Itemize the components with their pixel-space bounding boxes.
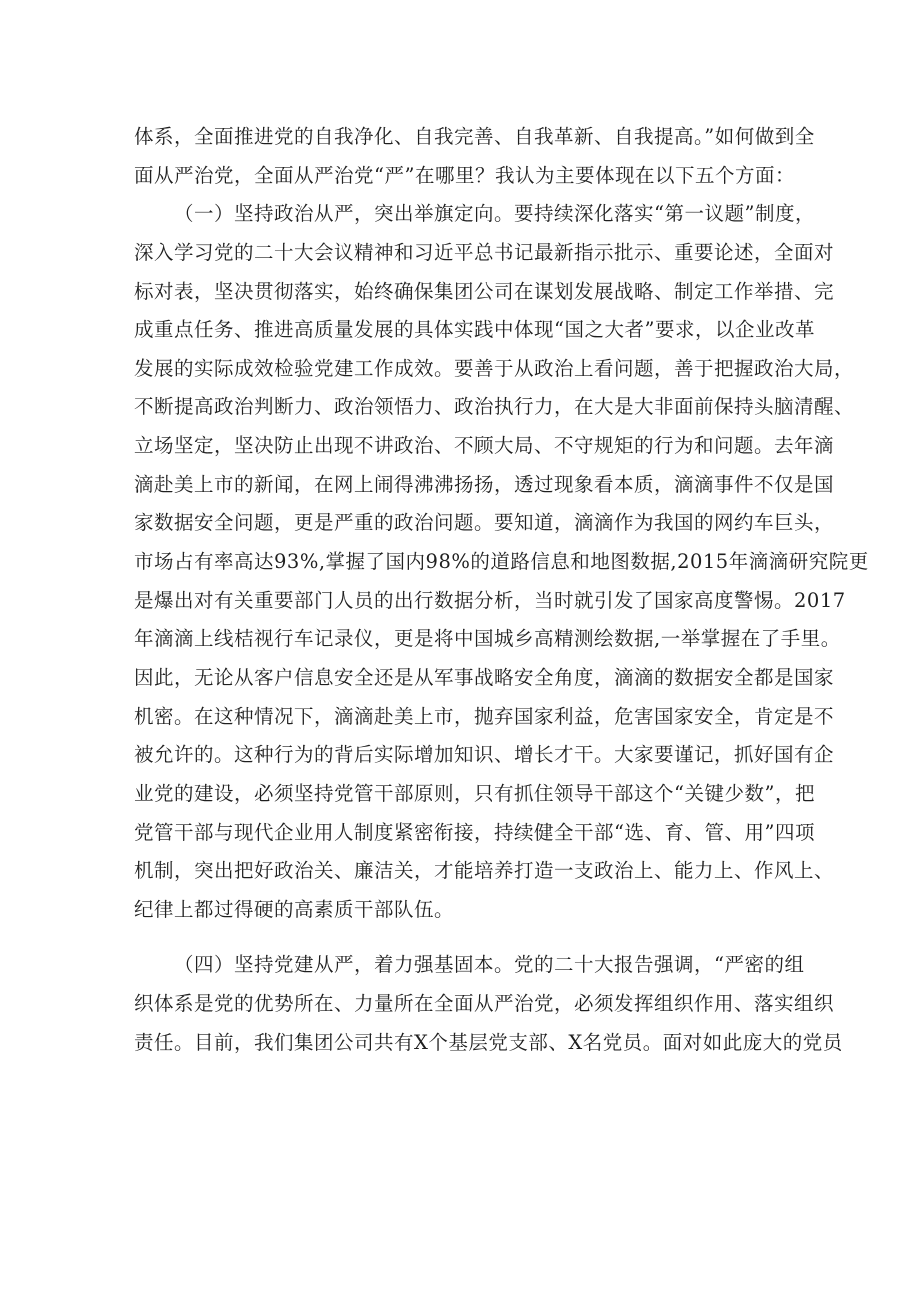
text-line: 被允许的。这种行为的背后实际增加知识、增长才干。大家要谨记，抓好国有企 <box>134 743 835 767</box>
text-line: 纪律上都过得硬的高素质干部队伍。 <box>134 897 455 921</box>
paragraph-heading-4: （四）坚持党建从严，着力强基固本。党的二十大报告强调，“严密的组 <box>174 953 805 977</box>
text-line: 机密。在这种情况下，滴滴赴美上市，抛弃国家利益，危害国家安全，肯定是不 <box>134 704 835 728</box>
text-line: 是爆出对有关重要部门人员的出行数据分析，当时就引发了国家高度警惕。2017 <box>134 588 846 612</box>
text-line: 织体系是党的优势所在、力量所在全面从严治党，必须发挥组织作用、落实组织 <box>134 992 835 1016</box>
text-line: 滴赴美上市的新闻，在网上闹得沸沸扬扬，透过现象看本质，滴滴事件不仅是国 <box>134 472 835 496</box>
document-body <box>134 118 869 1062</box>
text-line: 因此，无论从客户信息安全还是从军事战略安全角度，滴滴的数据安全都是国家 <box>134 665 835 689</box>
text-line: 年滴滴上线桔视行车记录仪，更是将中国城乡高精测绘数据,一举掌握在了手里。 <box>134 627 841 651</box>
text-line: 深入学习党的二十大会议精神和习近平总书记最新指示批示、重要论述，全面对 <box>134 240 835 264</box>
text-line: 不断提高政治判断力、政治领悟力、政治执行力，在大是大非面前保持头脑清醒、 <box>134 395 855 419</box>
text-line: 立场坚定，坚决防止出现不讲政治、不顾大局、不守规矩的行为和问题。去年滴 <box>134 434 835 458</box>
text-line: 责任。目前，我们集团公司共有X个基层党支部、X名党员。面对如此庞大的党员 <box>134 1030 843 1054</box>
text-line: 机制，突出把好政治关、廉洁关，才能培养打造一支政治上、能力上、作风上、 <box>134 859 835 883</box>
text-line: 发展的实际成效检验党建工作成效。要善于从政治上看问题，善于把握政治大局， <box>134 356 855 380</box>
text-line: 成重点任务、推进高质量发展的具体实践中体现“国之大者”要求，以企业改革 <box>134 318 815 342</box>
text-line: 家数据安全问题，更是严重的政治问题。要知道，滴滴作为我国的网约车巨头， <box>134 511 835 535</box>
text-line: 体系，全面推进党的自我净化、自我完善、自我革新、自我提高。”如何做到全 <box>134 125 815 148</box>
paragraph-gap <box>134 929 794 946</box>
text-line: 面从严治党，全面从严治党“严”在哪里？我认为主要体现在以下五个方面： <box>134 163 795 187</box>
text-line: 业党的建设，必须坚持党管干部原则，只有抓住领导干部这个“关键少数”，把 <box>134 781 815 805</box>
text-line: 党管干部与现代企业用人制度紧密衔接，持续健全干部“选、育、管、用”四项 <box>134 820 815 844</box>
text-line: 市场占有率高达93%,掌握了国内98%的道路信息和地图数据,2015年滴滴研究院更 <box>134 550 869 574</box>
text-line: 标对表，坚决贯彻落实，始终确保集团公司在谋划发展战略、制定工作举措、完 <box>134 279 835 303</box>
paragraph-heading-1: （一）坚持政治从严，突出举旗定向。要持续深化落实“第一议题”制度， <box>174 202 815 226</box>
